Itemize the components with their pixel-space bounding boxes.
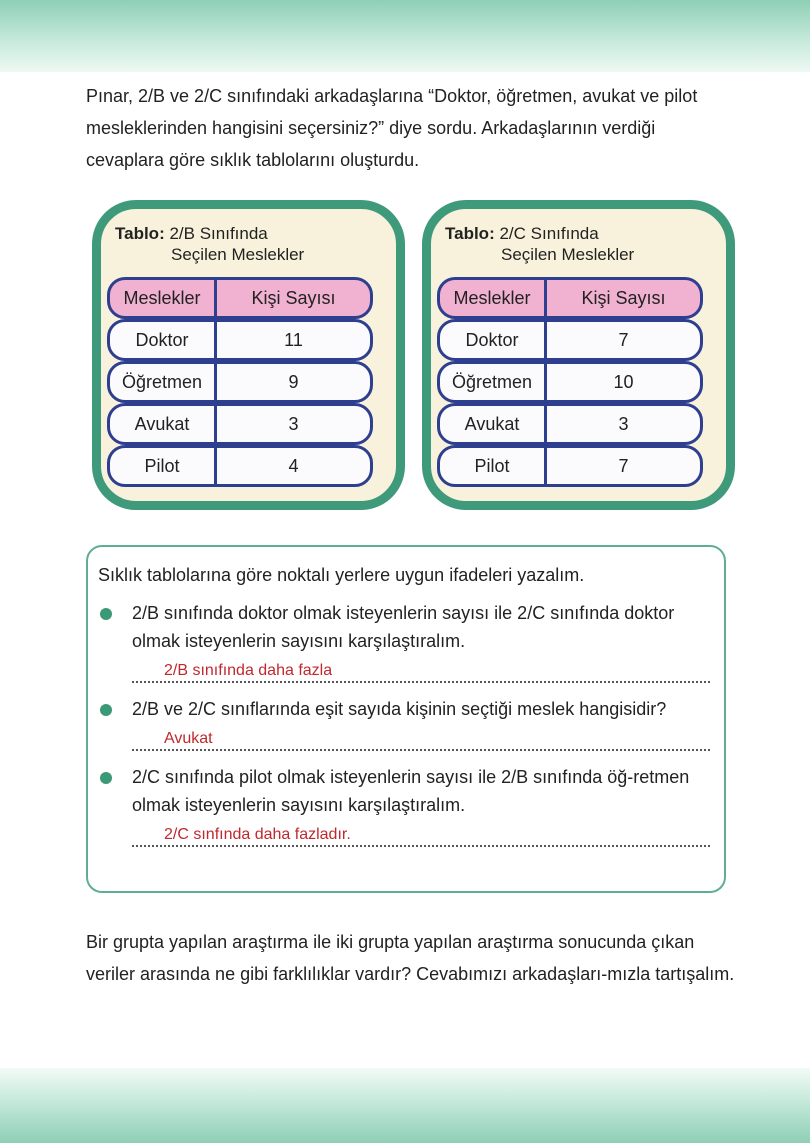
bullet-icon xyxy=(100,704,112,716)
question-1: 2/B sınıfında doktor olmak isteyenlerin sayısı ile 2/C sınıfında doktor olmak isteyenlerin sayısını karşılaştıralım. xyxy=(132,603,675,651)
table-row xyxy=(107,319,373,361)
table-header xyxy=(437,277,703,319)
question-item xyxy=(98,763,710,847)
table-row xyxy=(437,403,703,445)
bullet-icon xyxy=(100,772,112,784)
cell: Öğretmen xyxy=(110,364,217,400)
header-cell: Meslekler xyxy=(110,280,217,316)
header-cell: Kişi Sayısı xyxy=(251,287,336,308)
table-row xyxy=(107,403,373,445)
table-title: 2/B Sınıfında xyxy=(169,224,268,243)
table-label: Tablo: xyxy=(115,224,165,243)
question-3: 2/C sınıfında pilot olmak isteyenlerin sayısı ile 2/B sınıfında öğ-retmen olmak isteyenlerin sayısını karşılaştıralım. xyxy=(132,767,690,815)
exercise-box xyxy=(86,545,726,893)
table-2b xyxy=(92,200,405,510)
question-item xyxy=(98,695,710,751)
question-2: 2/B ve 2/C sınıflarında eşit sayıda kişinin seçtiği meslek hangisidir? xyxy=(132,699,667,719)
cell: Pilot xyxy=(110,448,217,484)
cell: 3 xyxy=(288,413,299,434)
answer-2: Avukat xyxy=(164,730,213,747)
footer-band xyxy=(0,1068,810,1143)
cell: 3 xyxy=(618,413,629,434)
cell: Öğretmen xyxy=(440,364,547,400)
table-label: Tablo: xyxy=(445,224,495,243)
question-item xyxy=(98,599,710,683)
table-row xyxy=(437,445,703,487)
answer-line-3[interactable] xyxy=(132,821,710,847)
table-row xyxy=(437,319,703,361)
table-title: 2/C Sınıfında xyxy=(499,224,599,243)
intro-text: Pınar, 2/B ve 2/C sınıfındaki arkadaşlarına “Doktor, öğretmen, avukat ve pilot mesleklerinden hangisini seçersiniz?” diye sordu. Arkadaşlarının verdiği cevaplara göre sıklık tablolarını oluşturdu. xyxy=(86,86,698,170)
cell: Avukat xyxy=(440,406,547,442)
answer-line-1[interactable] xyxy=(132,657,710,683)
cell: 9 xyxy=(288,371,299,392)
closing-text: Bir grupta yapılan araştırma ile iki grupta yapılan araştırma sonucunda çıkan veriler arasında ne gibi farklılıklar vardır? Cevabımızı arkadaşları-mızla tartışalım. xyxy=(86,932,735,984)
cell: 7 xyxy=(618,329,629,350)
cell: 11 xyxy=(284,329,303,350)
header-band xyxy=(0,0,810,72)
cell: 7 xyxy=(618,455,629,476)
header-cell: Kişi Sayısı xyxy=(581,287,666,308)
table-2c xyxy=(422,200,735,510)
cell: 4 xyxy=(288,455,299,476)
header-cell: Meslekler xyxy=(440,280,547,316)
cell: Doktor xyxy=(110,322,217,358)
answer-1: 2/B sınıfında daha fazla xyxy=(164,662,333,679)
table-header xyxy=(107,277,373,319)
cell: Avukat xyxy=(110,406,217,442)
bullet-icon xyxy=(100,608,112,620)
answer-3: 2/C sınfında daha fazladır. xyxy=(164,826,351,843)
cell: 10 xyxy=(613,371,634,392)
instruction: Sıklık tablolarına göre noktalı yerlere uygun ifadeleri yazalım. xyxy=(98,565,585,585)
table-row xyxy=(107,361,373,403)
table-subtitle: Seçilen Meslekler xyxy=(501,245,635,264)
table-subtitle: Seçilen Meslekler xyxy=(171,245,305,264)
table-row xyxy=(437,361,703,403)
cell: Pilot xyxy=(440,448,547,484)
answer-line-2[interactable] xyxy=(132,725,710,751)
table-row xyxy=(107,445,373,487)
cell: Doktor xyxy=(440,322,547,358)
